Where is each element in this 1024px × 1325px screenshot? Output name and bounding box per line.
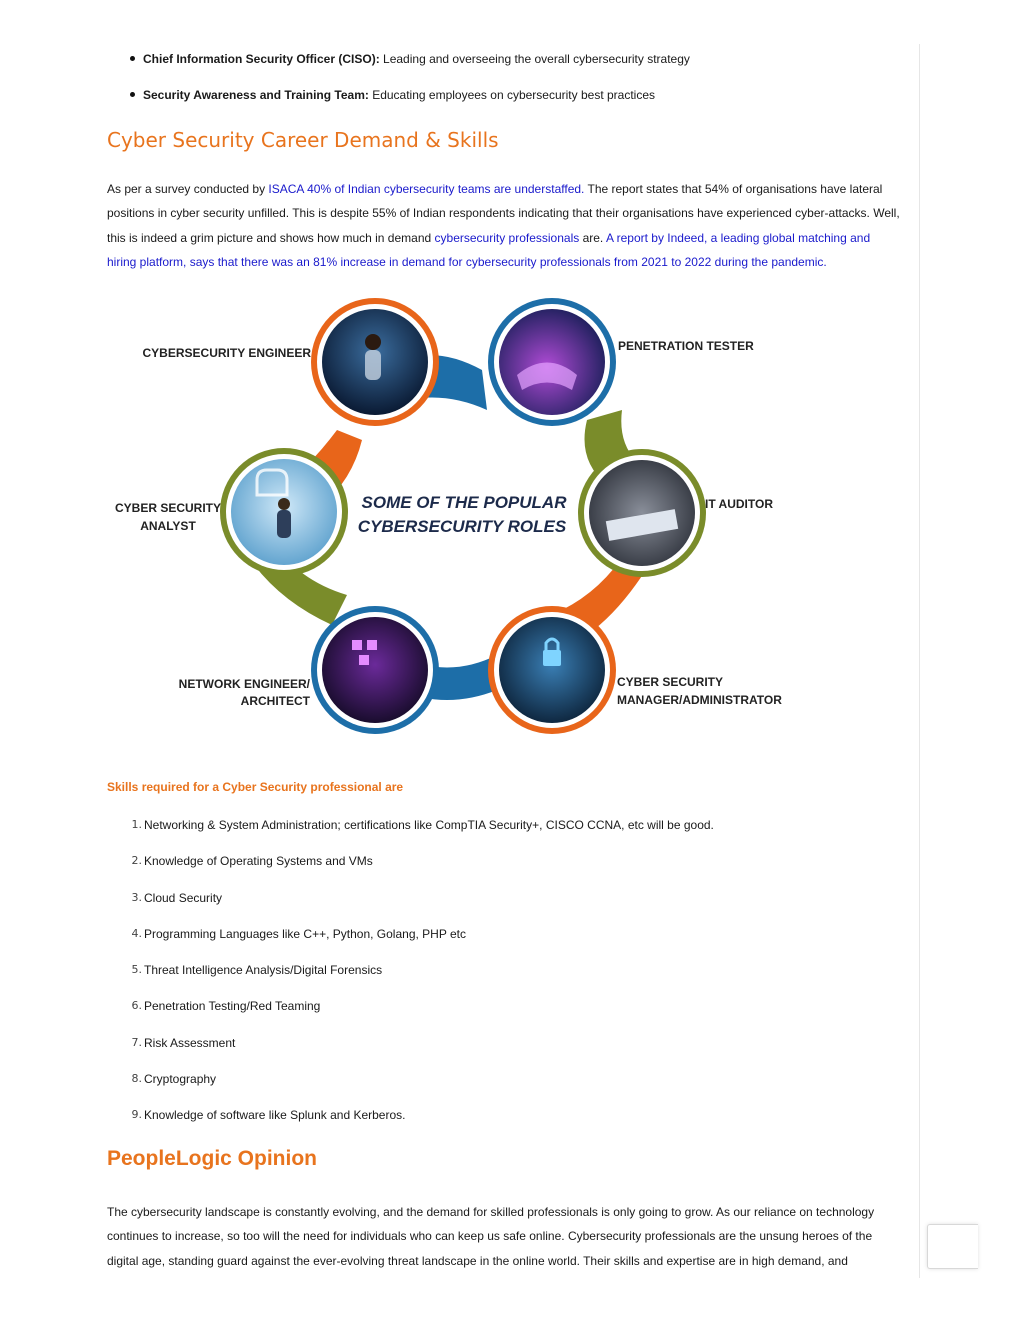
skills-list <box>107 816 714 1143</box>
skills-title: Skills required for a Cyber Security professional are <box>107 780 404 794</box>
role-label-network-1: NETWORK ENGINEER/ <box>178 677 310 691</box>
network-circle <box>311 606 439 734</box>
list-item: Chief Information Security Officer (CISO): Leading and overseeing the overall cybersecurity strategy <box>107 50 690 86</box>
role-label-manager-2: MANAGER/ADMINISTRATOR <box>617 693 782 707</box>
list-item: 2. Knowledge of Operating Systems and VMs <box>131 854 373 869</box>
cybersecurity-roles-infographic <box>107 280 807 750</box>
list-item: 1. Networking & System Administration; certifications like CompTIA Security+, CISCO CCNA, etc will be good. <box>131 818 714 832</box>
infographic-center-line1: SOME OF THE POPULAR <box>361 493 567 512</box>
indeed-report-link[interactable]: A report by Indeed, a leading global matching and hiring platform, says that there was an 81% increase in demand for cybersecurity professionals from 2021 to 2022 during the pandemic. <box>107 230 871 269</box>
roles-bullet-list <box>107 50 690 122</box>
career-paragraph: As per a survey conducted by ISACA 40% of Indian cybersecurity teams are understaffed. The report states that 54% of organisations have lateral positions in cyber security unfilled. This is despite 55% of Indian respondents indicating that their organisations have experienced cyber-attacks. Well, this is indeed a grim picture and shows how much in demand cybersecurity professionals are. A report by Indeed, a leading global matching and hiring platform, says that there was an 81% increase in demand for cybersecurity professionals from 2021 to 2022 during the pandemic. <box>107 182 900 269</box>
analyst-circle <box>220 448 348 576</box>
list-item: Security Awareness and Training Team: Educating employees on cybersecurity best practices <box>107 86 690 122</box>
role-label-network-2: ARCHITECT <box>240 694 310 708</box>
list-item: 4. Programming Languages like C++, Python, Golang, PHP etc <box>131 926 466 941</box>
opinion-heading: PeopleLogic Opinion <box>107 1147 317 1170</box>
recaptcha-badge[interactable] <box>927 1224 978 1269</box>
auditor-circle <box>578 449 706 577</box>
pentester-circle <box>488 298 616 426</box>
list-item: 5. Threat Intelligence Analysis/Digital Forensics <box>131 963 383 978</box>
isaca-link[interactable]: ISACA 40% of Indian cybersecurity teams are understaffed. <box>268 182 585 196</box>
column-divider <box>919 44 920 1278</box>
manager-circle <box>488 606 616 734</box>
engineer-circle <box>311 298 439 426</box>
list-item: 7. Risk Assessment <box>131 1035 236 1050</box>
role-label-engineer: CYBERSECURITY ENGINEER <box>142 346 311 360</box>
role-label-auditor: IT AUDITOR <box>705 497 773 511</box>
list-item: 3. Cloud Security <box>131 890 223 905</box>
opinion-paragraph: The cybersecurity landscape is constantly evolving, and the demand for skilled professionals is only going to grow. As our reliance on technology continues to increase, so too will the need for individuals who can keep us safe online. Cybersecurity professionals are the unsung heroes of the digital age, standing guard against the ever-evolving threat landscape in the online world. Their skills and expertise are in high demand, and <box>107 1205 875 1268</box>
list-item: 9. Knowledge of software like Splunk and Kerberos. <box>131 1108 406 1123</box>
career-heading: Cyber Security Career Demand & Skills <box>107 128 499 152</box>
infographic-center-line2: CYBERSECURITY ROLES <box>357 517 567 536</box>
cybersecurity-professionals-link[interactable]: cybersecurity professionals <box>434 230 580 245</box>
role-label-manager-1: CYBER SECURITY <box>617 675 724 689</box>
role-label-analyst-2: ANALYST <box>140 519 196 533</box>
list-item: 8. Cryptography <box>131 1072 217 1087</box>
role-label-pentester: PENETRATION TESTER <box>618 339 754 353</box>
list-item: 6. Penetration Testing/Red Teaming <box>131 999 321 1014</box>
role-label-analyst-1: CYBER SECURITY <box>114 501 222 515</box>
